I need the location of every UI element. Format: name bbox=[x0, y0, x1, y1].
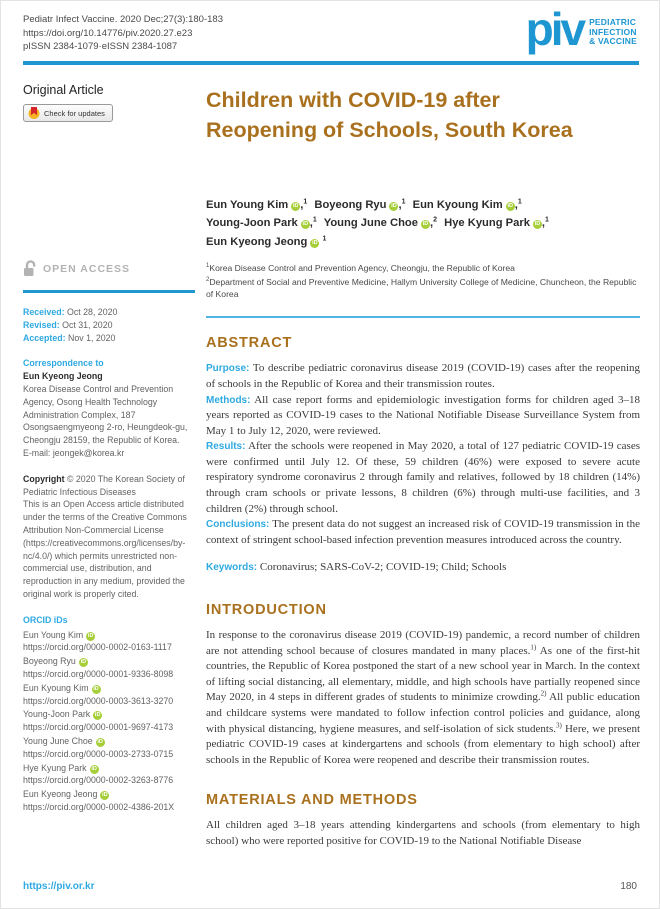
orcid-icon[interactable]: iD bbox=[80, 659, 87, 666]
results-label: Results: bbox=[206, 441, 246, 453]
orcid-list bbox=[23, 629, 195, 814]
abstract-methods bbox=[206, 393, 640, 440]
author-affil-sup: 1 bbox=[312, 216, 317, 224]
orcid-block bbox=[23, 614, 195, 814]
open-access-badge bbox=[23, 260, 195, 277]
piv-logo-tagline bbox=[589, 18, 637, 47]
affiliation-sup: 1 bbox=[206, 263, 210, 270]
received-value: Oct 28, 2020 bbox=[64, 307, 118, 317]
author-name: Young June Choe bbox=[323, 217, 418, 230]
orcid-entry bbox=[23, 629, 195, 655]
orcid-url[interactable]: https://orcid.org/0000-0003-2733-0715 bbox=[23, 748, 174, 759]
author-affil-sup: 1 bbox=[401, 198, 406, 205]
accepted-value: Nov 1, 2020 bbox=[65, 332, 116, 343]
intro-text-segment: All public education and childcare systems were mandated to follow infection control policies and guidance, along with physical distancing, hygiene measures, and self-isolation of sick students. bbox=[206, 691, 640, 735]
article-title: Children with COVID-19 after Reopening of Schools, South Korea bbox=[206, 88, 573, 142]
author-name: Hye Kyung Park bbox=[444, 217, 530, 230]
orcid-entry bbox=[23, 788, 195, 814]
intro-text-segment: In response to the coronavirus disease 2019 (COVID-19) pandemic, a record number of children are not attending school because of closures mandated in many places. bbox=[206, 629, 640, 657]
abstract-results bbox=[206, 439, 640, 517]
author-separator: , bbox=[541, 217, 546, 230]
issn-line: pISSN 2384-1079·eISSN 2384-1087 bbox=[23, 41, 178, 52]
orcid-entry bbox=[23, 682, 195, 708]
correspondence-heading: Correspondence to bbox=[23, 358, 104, 369]
author-separator: , bbox=[309, 217, 313, 230]
check-for-updates-button[interactable] bbox=[23, 104, 113, 122]
abstract-rule bbox=[206, 316, 640, 318]
orcid-entry bbox=[23, 708, 195, 734]
open-access-label: OPEN ACCESS bbox=[43, 262, 131, 275]
introduction-heading: INTRODUCTION bbox=[206, 602, 327, 619]
keywords-text: Coronavirus; SARS-CoV-2; COVID-19; Child; Schools bbox=[257, 561, 507, 574]
author-name: Boyeong Ryu bbox=[314, 198, 387, 211]
orcid-icon[interactable]: iD bbox=[91, 765, 97, 772]
copyright-label: Copyright bbox=[23, 473, 65, 484]
abstract-text bbox=[206, 361, 640, 576]
doi-link[interactable]: https://doi.org/10.14776/piv.2020.27.e23 bbox=[23, 27, 193, 39]
purpose-text: To describe pediatric coronavirus disease 2019 (COVID-19) cases after the reopening of schools in the Republic of Korea and their transmission routes. bbox=[206, 362, 640, 390]
open-lock-icon bbox=[23, 260, 38, 277]
materials-methods-heading: MATERIALS AND METHODS bbox=[206, 792, 418, 809]
received-label: Received: bbox=[23, 307, 65, 317]
copyright-block bbox=[23, 473, 195, 601]
affiliation-text: Department of Social and Preventive Medicine, Hallym University College of Medicine, Chuncheon, the Republic of Korea bbox=[206, 276, 637, 299]
page-number: 180 bbox=[620, 881, 637, 892]
email-label: E-mail: bbox=[23, 447, 53, 458]
correspondence-email-line bbox=[23, 447, 195, 460]
orcid-name: Young-Joon Park bbox=[23, 709, 91, 720]
introduction-paragraph bbox=[206, 628, 640, 768]
author-name: Eun Kyoung Kim bbox=[412, 198, 503, 211]
orcid-icon[interactable]: iD bbox=[422, 221, 429, 228]
author bbox=[314, 199, 405, 211]
email-link[interactable]: jeongek@korea.kr bbox=[52, 447, 125, 458]
purpose-label: Purpose: bbox=[206, 363, 250, 375]
orcid-entry bbox=[23, 655, 195, 681]
journal-url-link[interactable]: https://piv.or.kr bbox=[23, 881, 95, 892]
keywords-line bbox=[206, 560, 640, 576]
orcid-icon[interactable]: iD bbox=[102, 792, 108, 799]
abstract-conclusions bbox=[206, 517, 640, 548]
affiliation-list bbox=[206, 261, 640, 300]
author-affil-sup: 1 bbox=[517, 198, 522, 205]
correspondence-block bbox=[23, 357, 195, 459]
orcid-icon[interactable]: iD bbox=[97, 738, 103, 745]
orcid-icon[interactable]: iD bbox=[87, 632, 94, 639]
piv-logo-tagline-line3: & VACCINE bbox=[589, 36, 637, 46]
revised-date bbox=[23, 319, 195, 332]
orcid-icon[interactable]: iD bbox=[391, 202, 397, 209]
affiliation-text: Korea Disease Control and Prevention Agency, Cheongju, the Republic of Korea bbox=[209, 263, 515, 274]
author-separator: , bbox=[300, 198, 304, 211]
orcid-icon[interactable]: iD bbox=[534, 221, 541, 228]
revised-label: Revised: bbox=[23, 319, 60, 330]
orcid-heading: ORCID iDs bbox=[23, 614, 68, 625]
header-rule bbox=[23, 61, 639, 65]
intro-text-segment: As one of the first-hit countries, the Republic of Korea postponed the start of a new school year in March. In the context of lifting social distancing, all elementary, middle, and high schools have partially reopened since May 2020, in 4 steps in different grades of students to minimize crowding. bbox=[206, 644, 640, 704]
keywords-label: Keywords: bbox=[206, 562, 258, 574]
received-date bbox=[23, 306, 195, 319]
license-text: This is an Open Access article distributed under the terms of the Creative Commons Attribution Non-Commercial License (https://creativecommons.org/licenses/by-nc/4.0/) which permits unrestricted non-commercial use, distribution, and reproduction in any medium, provided the original work is properly cited. bbox=[23, 499, 187, 599]
author bbox=[206, 217, 317, 229]
orcid-icon[interactable]: iD bbox=[93, 685, 99, 692]
piv-logo-tagline-line2: INFECTION bbox=[589, 26, 637, 37]
crossmark-icon bbox=[28, 107, 40, 119]
results-text: After the schools were reopened in May 2020, a total of 127 pediatric COVID-19 cases were confirmed until July 12. Of these, 59 children (46%) were exposed to severe acute respiratory syndrome coronavirus 2 through family and relatives, followed by 18 children (14%) through cram schools or private lessons, 8 children (6%) through multi-use facilities, and 3 children (2%) through school. bbox=[206, 440, 640, 515]
piv-logo-wordmark: piv bbox=[525, 3, 584, 55]
piv-logo bbox=[525, 3, 637, 55]
author-affil-sup: 1 bbox=[322, 235, 327, 243]
orcid-url[interactable]: https://orcid.org/0000-0001-9336-8098 bbox=[23, 668, 174, 679]
history-dates bbox=[23, 306, 195, 344]
sidebar-rule bbox=[23, 290, 195, 293]
author bbox=[324, 217, 437, 229]
orcid-entry bbox=[23, 762, 195, 788]
reference-superscript[interactable]: 3) bbox=[556, 720, 562, 729]
accepted-label: Accepted: bbox=[23, 332, 66, 343]
piv-logo-tagline-line1: PEDIATRIC bbox=[589, 17, 637, 27]
abstract-heading: ABSTRACT bbox=[206, 335, 293, 352]
affiliation-sup: 2 bbox=[206, 276, 210, 283]
author-affil-sup: 1 bbox=[303, 198, 308, 205]
check-for-updates-label: Check for updates bbox=[44, 108, 105, 118]
article-body bbox=[206, 85, 640, 850]
journal-citation: Pediatr Infect Vaccine. 2020 Dec;27(3):180-183 bbox=[23, 14, 223, 25]
masthead-citation-block bbox=[23, 13, 223, 54]
orcid-url[interactable]: https://orcid.org/0000-0002-0163-1117 bbox=[23, 642, 172, 653]
conclusions-label: Conclusions: bbox=[206, 519, 270, 531]
author-separator: , bbox=[514, 198, 518, 211]
author-name: Eun Kyeong Jeong bbox=[206, 236, 308, 249]
orcid-url[interactable]: https://orcid.org/0000-0001-9697-4173 bbox=[23, 722, 174, 733]
sidebar bbox=[23, 83, 195, 814]
author-separator: , bbox=[429, 217, 434, 230]
author bbox=[444, 217, 549, 229]
reference-superscript[interactable]: 2) bbox=[540, 689, 547, 698]
methods-label: Methods: bbox=[206, 394, 251, 406]
correspondence-address: Korea Disease Control and Prevention Agency, Osong Health Technology Administration Complex, 187 Osongsaengmyeong 2-ro, Heungdeok-gu, Cheongju 28159, the Republic of Korea. bbox=[23, 383, 188, 446]
author bbox=[206, 199, 307, 211]
orcid-name: Eun Kyoung Kim bbox=[23, 682, 89, 693]
author-affil-sup: 1 bbox=[545, 216, 549, 224]
orcid-icon[interactable]: iD bbox=[507, 202, 513, 209]
orcid-entry bbox=[23, 735, 195, 761]
article-type-label: Original Article bbox=[23, 83, 104, 97]
conclusions-text: The present data do not suggest an increased risk of COVID-19 transmission in the context of stringent school-based infection prevention measures introduced across the country. bbox=[206, 518, 640, 546]
author-list bbox=[206, 194, 640, 250]
methods-text: All case report forms and epidemiologic investigation forms for children aged 3–18 years reported as COVID-19 cases to the National Notifiable Disease Surveillance System from May 1 to July 12, 2020, were reviewed. bbox=[206, 393, 640, 437]
orcid-icon[interactable]: iD bbox=[293, 202, 299, 209]
orcid-name: Eun Young Kim bbox=[23, 629, 84, 640]
author bbox=[206, 236, 326, 248]
affiliation bbox=[206, 261, 640, 275]
revised-value: Oct 31, 2020 bbox=[59, 319, 113, 330]
reference-superscript[interactable]: 1) bbox=[530, 642, 537, 651]
author-separator: , bbox=[398, 198, 402, 211]
correspondence-name: Eun Kyeong Jeong bbox=[23, 371, 103, 382]
affiliation bbox=[206, 275, 640, 300]
orcid-name: Young June Choe bbox=[23, 735, 93, 746]
author-name: Eun Young Kim bbox=[206, 198, 289, 211]
author-name: Young-Joon Park bbox=[206, 217, 298, 230]
accepted-date bbox=[23, 332, 195, 345]
orcid-icon[interactable]: iD bbox=[312, 240, 318, 247]
author bbox=[413, 199, 522, 211]
orcid-name: Boyeong Ryu bbox=[23, 656, 76, 667]
intro-text-segment: Here, we present pediatric COVID-19 cases at kindergartens and schools (from elementary to high school) after schools in the Republic of Korea were reopened and describe their transmission routes. bbox=[206, 722, 640, 766]
orcid-icon[interactable]: iD bbox=[94, 712, 101, 719]
orcid-name: Hye Kyung Park bbox=[23, 762, 87, 773]
orcid-icon[interactable]: iD bbox=[302, 221, 309, 228]
author-affil-sup: 2 bbox=[433, 216, 437, 224]
orcid-url[interactable]: https://orcid.org/0000-0002-3263-8776 bbox=[23, 775, 174, 786]
abstract-purpose bbox=[206, 361, 640, 392]
orcid-url[interactable]: https://orcid.org/0000-0002-4386-201X bbox=[23, 801, 175, 812]
orcid-url[interactable]: https://orcid.org/0000-0003-3613-3270 bbox=[23, 695, 174, 706]
orcid-name: Eun Kyeong Jeong bbox=[23, 789, 98, 800]
copyright-text: © 2020 The Korean Society of Pediatric Infectious Diseases bbox=[23, 473, 185, 497]
materials-methods-paragraph: All children aged 3–18 years attending kindergartens and schools (from elementary to high school) who were reported positive for COVID-19 to the National Notifiable Disease bbox=[206, 819, 640, 847]
